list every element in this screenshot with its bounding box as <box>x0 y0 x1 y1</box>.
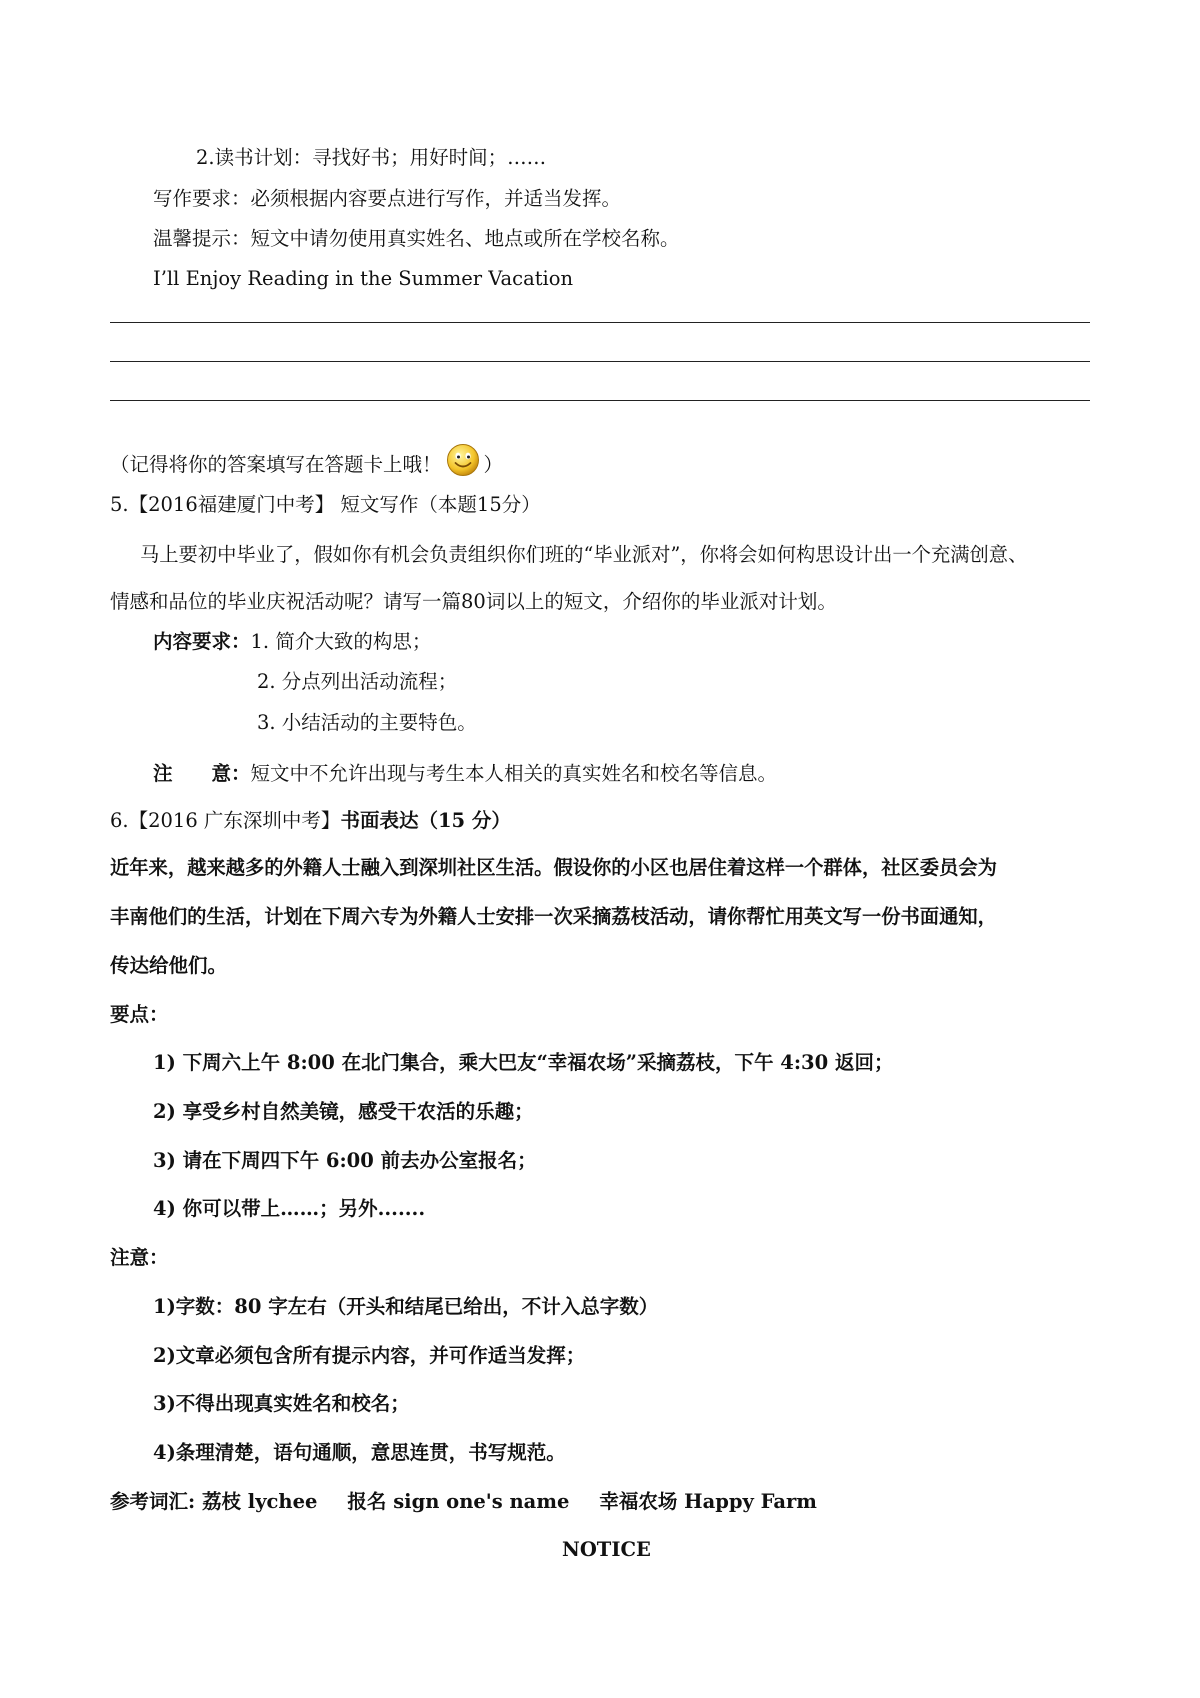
warm-tip: 温馨提示：短文中请勿使用真实姓名、地点或所在学校名称。 <box>153 227 680 250</box>
q6-note: 1)字数：80 字左右（开头和结尾已给出，不计入总字数） <box>153 1295 659 1318</box>
q6-heading-prefix: 6.【2016 广东深圳中考】 <box>110 809 341 832</box>
q6-point: 3) 请在下周四下午 6:00 前去办公室报名； <box>153 1149 537 1172</box>
answer-line[interactable] <box>110 322 1090 323</box>
answer-line[interactable] <box>110 400 1090 401</box>
q6-note: 3)不得出现真实姓名和校名； <box>153 1392 410 1415</box>
q6-heading <box>110 808 511 834</box>
q5-heading: 5.【2016福建厦门中考】 短文写作（本题15分） <box>110 493 541 516</box>
q5-paragraph-line1: 马上要初中毕业了，假如你有机会负责组织你们班的“毕业派对”，你将会如何构思设计出一个充满创意、 <box>140 543 1028 566</box>
q5-note-text: 短文中不允许出现与考生本人相关的真实姓名和校名等信息。 <box>250 762 778 785</box>
q5-requirement-label: 内容要求： <box>153 630 251 653</box>
q6-intro-line3: 传达给他们。 <box>110 954 228 977</box>
vocab-item: 荔枝 lychee <box>202 1490 318 1513</box>
q6-vocabulary <box>110 1489 817 1515</box>
vocab-label: 参考词汇: <box>110 1490 196 1513</box>
reminder-text: （记得将你的答案填写在答题卡上哦！ <box>110 453 442 476</box>
q5-note-label: 注 意： <box>153 762 251 785</box>
answer-card-reminder <box>110 443 503 484</box>
q6-heading-title: 书面表达（15 分） <box>340 809 511 832</box>
reminder-close: ） <box>483 453 504 476</box>
q5-requirement-text: 1. 简介大致的构思； <box>250 630 432 653</box>
q6-point: 2) 享受乡村自然美镜，感受干农活的乐趣； <box>153 1100 534 1123</box>
q6-intro-line1: 近年来，越来越多的外籍人士融入到深圳社区生活。假设你的小区也居住着这样一个群体，社区委员会为 <box>110 856 997 879</box>
vocab-item: 报名 sign one's name <box>347 1490 570 1513</box>
q5-requirement-2: 2. 分点列出活动流程； <box>257 670 458 693</box>
q6-point: 4) 你可以带上……；另外....... <box>153 1197 426 1220</box>
vocab-item: 幸福农场 Happy Farm <box>599 1490 817 1513</box>
q6-notes-label: 注意： <box>110 1246 169 1269</box>
q6-intro-line2: 丰南他们的生活，计划在下周六专为外籍人士安排一次采摘荔枝活动，请你帮忙用英文写一份书面通知， <box>110 905 997 928</box>
q6-note: 2)文章必须包含所有提示内容，并可作适当发挥； <box>153 1344 586 1367</box>
writing-requirement: 写作要求：必须根据内容要点进行写作，并适当发挥。 <box>153 187 622 210</box>
essay-title: I’ll Enjoy Reading in the Summer Vacation <box>153 267 574 290</box>
q6-point: 1) 下周六上午 8:00 在北门集合，乘大巴友“幸福农场”采摘荔枝，下午 4:30 返回； <box>153 1051 894 1074</box>
q5-requirement-1 <box>153 629 431 655</box>
q5-requirement-3: 3. 小结活动的主要特色。 <box>257 711 477 734</box>
q6-note: 4)条理清楚，语句通顺，意思连贯，书写规范。 <box>153 1441 566 1464</box>
smiley-face-icon <box>446 443 480 484</box>
notice-title: NOTICE <box>562 1538 651 1561</box>
q5-paragraph-line2: 情感和品位的毕业庆祝活动呢？请写一篇80词以上的短文，介绍你的毕业派对计划。 <box>110 590 837 613</box>
q6-points-label: 要点： <box>110 1003 169 1026</box>
answer-line[interactable] <box>110 361 1090 362</box>
reading-plan-point: 2.读书计划：寻找好书；用好时间；…… <box>196 146 547 169</box>
q5-note <box>153 761 777 787</box>
